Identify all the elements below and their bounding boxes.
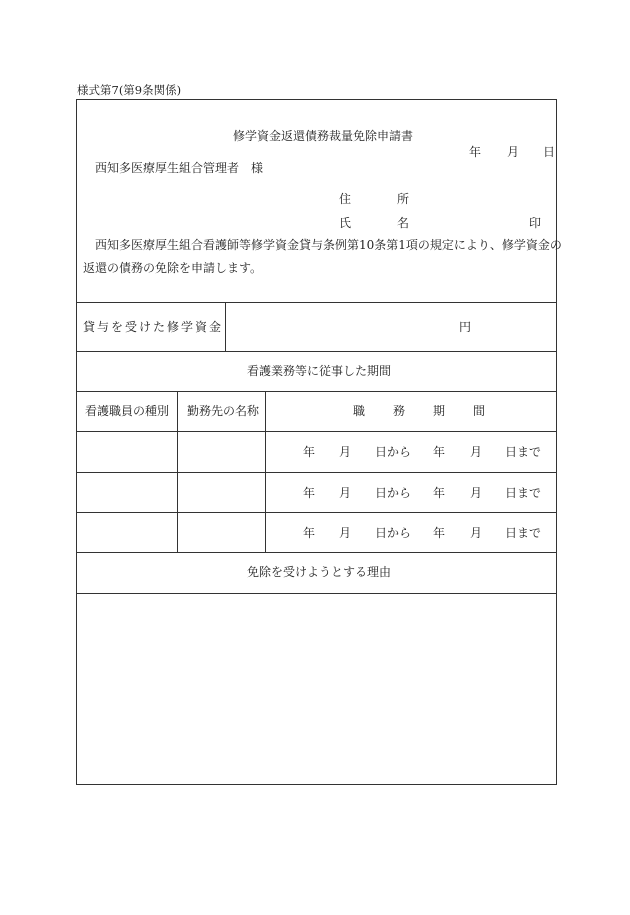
application-form (76, 99, 562, 785)
divider (77, 552, 556, 553)
divider (77, 593, 556, 594)
date-day-label: 日 (543, 145, 556, 159)
loan-amount-label: 貸与を受けた修学資金 (83, 320, 224, 334)
column-header-duty-1: 職 (353, 404, 366, 418)
column-header-workplace: 勤務先の名称 (187, 404, 260, 418)
divider (77, 391, 556, 392)
divider (225, 302, 226, 351)
year-label: 年 (433, 445, 446, 459)
date-year-label: 年 (469, 145, 482, 159)
column-header-duty-4: 間 (473, 404, 486, 418)
month-label: 月 (470, 445, 483, 459)
divider (77, 351, 556, 352)
staff-type-field[interactable] (79, 433, 175, 470)
column-header-duty-3: 期 (433, 404, 446, 418)
yen-unit: 円 (459, 320, 472, 334)
until-label: 日まで (505, 486, 542, 500)
workplace-field[interactable] (179, 514, 263, 551)
divider (77, 512, 556, 513)
from-label: 日から (375, 526, 412, 540)
table-row: 年 (303, 486, 316, 500)
workplace-field[interactable] (179, 474, 263, 511)
addressee: 西知多医療厚生組合管理者 様 (95, 161, 264, 175)
table-row: 年 (303, 445, 316, 459)
date-month-label: 月 (507, 145, 520, 159)
month-label: 月 (339, 526, 352, 540)
year-label: 年 (433, 526, 446, 540)
period-section-title: 看護業務等に従事した期間 (247, 364, 392, 378)
from-label: 日から (375, 445, 412, 459)
column-header-duty-2: 務 (393, 404, 406, 418)
loan-amount-field[interactable] (227, 304, 447, 349)
address-label-sho: 所 (397, 192, 410, 206)
staff-type-field[interactable] (79, 514, 175, 551)
divider (77, 431, 556, 432)
from-label: 日から (375, 486, 412, 500)
body-text-line2: 返還の債務の免除を申請します。 (83, 261, 263, 275)
column-header-staff-type: 看護職員の種別 (85, 404, 170, 418)
until-label: 日まで (505, 445, 542, 459)
name-label-mei: 名 (397, 216, 410, 230)
reason-text-area[interactable] (79, 595, 554, 782)
reason-section-title: 免除を受けようとする理由 (247, 565, 392, 579)
form-number: 様式第7(第9条関係) (77, 83, 182, 97)
year-label: 年 (433, 486, 446, 500)
month-label: 月 (470, 486, 483, 500)
seal-mark: 印 (529, 216, 542, 230)
month-label: 月 (339, 486, 352, 500)
until-label: 日まで (505, 526, 542, 540)
form-title: 修学資金返還債務裁量免除申請書 (233, 129, 414, 143)
month-label: 月 (339, 445, 352, 459)
workplace-field[interactable] (179, 433, 263, 470)
divider (77, 302, 556, 303)
staff-type-field[interactable] (79, 474, 175, 511)
name-label-shi: 氏 (339, 216, 352, 230)
table-row: 年 (303, 526, 316, 540)
body-text-line1: 西知多医療厚生組合看護師等修学資金貸与条例第10条第1項の規定により、修学資金の (95, 238, 562, 252)
month-label: 月 (470, 526, 483, 540)
divider (77, 472, 556, 473)
address-label-ju: 住 (339, 192, 352, 206)
